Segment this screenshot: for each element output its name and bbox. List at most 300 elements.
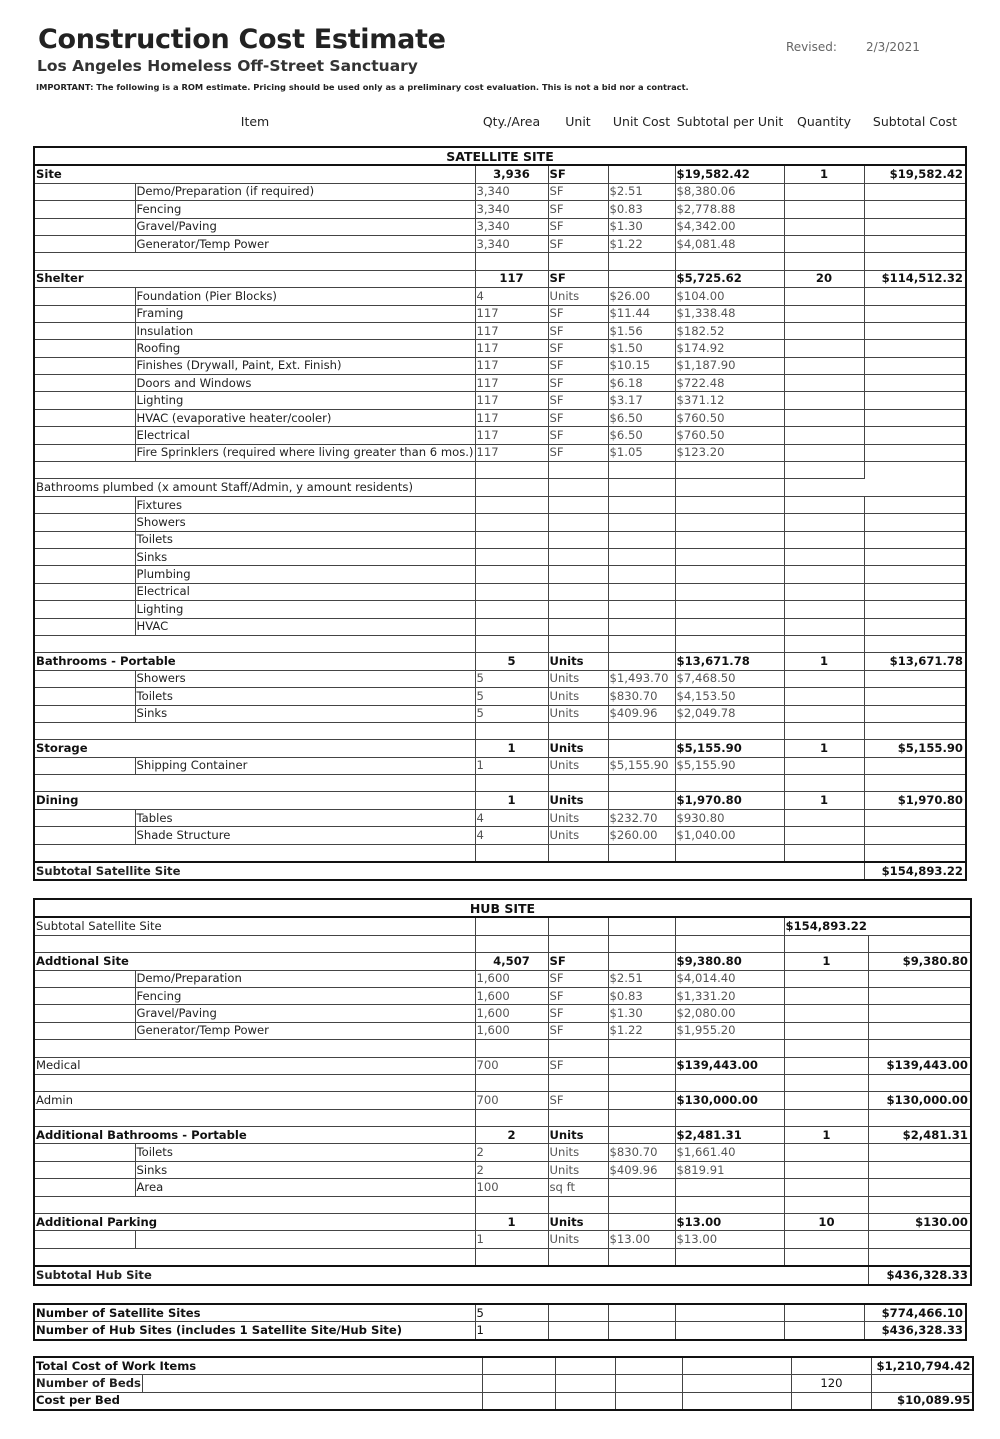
indent-cell	[34, 375, 135, 392]
qty-cell: 4	[475, 827, 548, 844]
subtotal-per-unit-cell: $139,443.00	[675, 1057, 784, 1074]
item-name: Showers	[135, 670, 475, 687]
summary-label: Number of Beds	[34, 1375, 142, 1392]
empty-cell	[791, 1357, 871, 1375]
empty-cell	[675, 462, 784, 479]
quantity-cell: 1	[784, 1127, 869, 1144]
qty-cell: 1,600	[475, 970, 548, 987]
group-name: Site	[34, 165, 475, 183]
line-item-row	[34, 548, 966, 565]
empty-cell	[475, 635, 548, 652]
unit-cell: Units	[548, 653, 608, 670]
quantity-cell	[784, 288, 864, 305]
unit-cell: SF	[548, 322, 608, 339]
item-name: Fencing	[135, 201, 475, 218]
label-row	[34, 917, 971, 935]
item-name: Finishes (Drywall, Paint, Ext. Finish)	[135, 357, 475, 374]
empty-cell	[608, 1040, 675, 1057]
line-item-row	[34, 409, 966, 426]
empty-cell	[784, 1304, 864, 1322]
subtotal-per-unit-cell: $13.00	[675, 1214, 784, 1231]
group-name: Addtional Site	[34, 953, 475, 970]
item-name: Shipping Container	[135, 757, 475, 774]
unit-cell: SF	[548, 270, 608, 287]
unit-cost-cell: $1.05	[608, 444, 675, 461]
empty-cell	[869, 935, 971, 952]
subtotal-per-unit-cell: $1,970.80	[675, 792, 784, 809]
unit-cell: Units	[548, 1144, 608, 1161]
empty-cell	[475, 1109, 548, 1126]
subtotal-per-unit-cell: $2,080.00	[675, 1005, 784, 1022]
item-name: Demo/Preparation	[135, 970, 475, 987]
quantity-cell: 1	[784, 740, 864, 757]
empty-cell	[34, 844, 475, 862]
unit-cell: SF	[548, 427, 608, 444]
empty-cell	[675, 1074, 784, 1091]
quantity-cell	[784, 618, 864, 635]
empty-cell	[34, 253, 475, 270]
empty-cell	[548, 1074, 608, 1091]
unit-cell: Units	[548, 757, 608, 774]
unit-cell: Units	[548, 809, 608, 826]
qty-cell: 5	[475, 653, 548, 670]
empty-cell	[142, 1375, 482, 1392]
unit-cell: SF	[548, 987, 608, 1004]
quantity-cell	[784, 1022, 869, 1039]
site-count-label: Number of Satellite Sites	[34, 1304, 475, 1322]
empty-cell	[682, 1357, 791, 1375]
subtotal-per-unit-cell: $1,661.40	[675, 1144, 784, 1161]
qty-cell: 117	[475, 444, 548, 461]
empty-cell	[548, 917, 608, 935]
unit-cell	[548, 566, 608, 583]
subtotal-per-unit-cell	[675, 514, 784, 531]
unit-cost-cell: $13.00	[608, 1231, 675, 1248]
line-item-row	[34, 1144, 971, 1161]
item-name: Insulation	[135, 322, 475, 339]
qty-cell: 3,340	[475, 235, 548, 252]
unit-cost-cell: $409.96	[608, 1161, 675, 1178]
unit-cell: SF	[548, 970, 608, 987]
subtotal-cost-cell	[869, 1005, 971, 1022]
empty-cell	[869, 1248, 971, 1266]
subtotal-cost-cell	[864, 757, 966, 774]
line-item-row	[34, 1022, 971, 1039]
item-name: Demo/Preparation (if required)	[135, 183, 475, 200]
unit-cell	[548, 531, 608, 548]
item-name: Sinks	[135, 1161, 475, 1178]
empty-cell	[608, 635, 675, 652]
subtotal-per-unit-cell: $1,331.20	[675, 987, 784, 1004]
subtotal-per-unit-cell	[675, 583, 784, 600]
item-name: Area	[135, 1179, 475, 1196]
empty-cell	[675, 1248, 784, 1266]
unit-cost-cell: $260.00	[608, 827, 675, 844]
group-name: Additional Parking	[34, 1214, 475, 1231]
unit-cost-cell	[608, 601, 675, 618]
empty-cell	[784, 722, 864, 739]
subtotal-per-unit-cell: $760.50	[675, 427, 784, 444]
unit-cell: Units	[548, 827, 608, 844]
subtotal-per-unit-cell: $1,338.48	[675, 305, 784, 322]
spacer-row	[34, 253, 966, 270]
line-item-row	[34, 970, 971, 987]
group-row	[34, 653, 966, 670]
empty-cell	[608, 1196, 675, 1213]
subtotal-value: $436,328.33	[869, 1266, 971, 1284]
site-count-total: $436,328.33	[864, 1322, 966, 1340]
subtotal-per-unit-cell: $2,481.31	[675, 1127, 784, 1144]
qty-cell: 1,600	[475, 1022, 548, 1039]
empty-cell	[555, 1392, 615, 1410]
summary-table	[33, 1356, 974, 1411]
item-name: Electrical	[135, 427, 475, 444]
item-name: Showers	[135, 514, 475, 531]
empty-cell	[548, 775, 608, 792]
unit-cell	[548, 601, 608, 618]
indent-cell	[34, 583, 135, 600]
indent-cell	[34, 970, 135, 987]
subtotal-cost-cell	[864, 548, 966, 565]
line-item-row	[34, 1179, 971, 1196]
item-name: Electrical	[135, 583, 475, 600]
indent-cell	[34, 514, 135, 531]
item-name: Sinks	[135, 705, 475, 722]
qty-cell: 5	[475, 705, 548, 722]
empty-cell	[864, 844, 966, 862]
unit-cell: SF	[548, 444, 608, 461]
qty-cell	[475, 514, 548, 531]
qty-cell	[475, 548, 548, 565]
qty-cell	[475, 618, 548, 635]
empty-cell	[608, 462, 675, 479]
line-item-row	[34, 427, 966, 444]
line-item-row	[34, 322, 966, 339]
item-name: Generator/Temp Power	[135, 1022, 475, 1039]
subtotal-cost-cell	[864, 201, 966, 218]
unit-cell: Units	[548, 288, 608, 305]
indent-cell	[34, 705, 135, 722]
qty-cell	[475, 496, 548, 513]
subtotal-per-unit-cell: $4,342.00	[675, 218, 784, 235]
line-item-row	[34, 235, 966, 252]
line-item-row	[34, 566, 966, 583]
group-name: Storage	[34, 740, 475, 757]
empty-cell	[482, 1357, 555, 1375]
line-item-row	[34, 1161, 971, 1178]
empty-cell	[475, 253, 548, 270]
unit-cell: SF	[548, 218, 608, 235]
empty-cell	[675, 1196, 784, 1213]
unit-cost-cell	[608, 583, 675, 600]
subtotal-cost-cell	[864, 670, 966, 687]
empty-cell	[34, 1074, 475, 1091]
spacer-row	[34, 1109, 971, 1126]
site-count-table	[33, 1303, 967, 1341]
spacer-row	[34, 1196, 971, 1213]
subtotal-label: Subtotal Hub Site	[34, 1266, 869, 1284]
unit-cost-cell	[608, 792, 675, 809]
qty-cell: 3,340	[475, 201, 548, 218]
col-quantity: Quantity	[796, 114, 852, 129]
spacer-row	[34, 1040, 971, 1057]
unit-cost-cell	[608, 618, 675, 635]
empty-cell	[548, 1109, 608, 1126]
quantity-cell	[784, 601, 864, 618]
subtotal-per-unit-cell	[675, 548, 784, 565]
subtotal-cost-cell	[864, 322, 966, 339]
unit-cell: SF	[548, 392, 608, 409]
quantity-cell	[784, 987, 869, 1004]
subtotal-cost-cell	[864, 705, 966, 722]
empty-cell	[475, 935, 548, 952]
unit-cost-cell: $0.83	[608, 201, 675, 218]
empty-cell	[869, 1074, 971, 1091]
subtotal-per-unit-cell: $104.00	[675, 288, 784, 305]
group-row	[34, 1057, 971, 1074]
unit-cell: SF	[548, 183, 608, 200]
quantity-cell	[784, 970, 869, 987]
quantity-cell	[784, 531, 864, 548]
spacer-row	[34, 635, 966, 652]
qty-cell	[475, 531, 548, 548]
empty-cell	[864, 775, 966, 792]
summary-row	[34, 1392, 973, 1410]
col-subtotal-cost: Subtotal Cost	[872, 114, 958, 129]
indent-cell	[34, 618, 135, 635]
subtotal-cost-cell	[864, 496, 966, 513]
spacer-row	[34, 935, 971, 952]
subtotal-cost-cell: $1,970.80	[864, 792, 966, 809]
subtotal-cost-cell	[869, 1144, 971, 1161]
subtotal-cost-cell	[864, 444, 966, 461]
group-name: Bathrooms - Portable	[34, 653, 475, 670]
item-name: Shade Structure	[135, 827, 475, 844]
unit-cell: SF	[548, 201, 608, 218]
unit-cell: SF	[548, 235, 608, 252]
unit-cost-cell	[608, 1214, 675, 1231]
qty-cell: 1,600	[475, 1005, 548, 1022]
unit-cost-cell	[608, 548, 675, 565]
empty-cell	[864, 635, 966, 652]
quantity-cell	[784, 392, 864, 409]
empty-cell	[675, 917, 784, 935]
unit-cell: SF	[548, 357, 608, 374]
unit-cost-cell	[608, 165, 675, 183]
empty-cell	[682, 1392, 791, 1410]
unit-cost-cell: $830.70	[608, 1144, 675, 1161]
unit-cost-cell	[608, 1057, 675, 1074]
unit-cell: SF	[548, 340, 608, 357]
empty-cell	[784, 1248, 869, 1266]
subtotal-cost-cell	[864, 183, 966, 200]
indent-cell	[34, 1005, 135, 1022]
qty-cell: 1	[475, 740, 548, 757]
quantity-cell	[784, 322, 864, 339]
qty-cell: 3,936	[475, 165, 548, 183]
subtotal-cost-cell	[864, 305, 966, 322]
unit-cost-cell: $1.22	[608, 235, 675, 252]
qty-cell: 117	[475, 340, 548, 357]
subtotal-per-unit-cell: $19,582.42	[675, 165, 784, 183]
subtotal-per-unit-cell: $4,081.48	[675, 235, 784, 252]
unit-cost-cell: $1.50	[608, 340, 675, 357]
qty-cell: 117	[475, 270, 548, 287]
indent-cell	[34, 340, 135, 357]
subtotal-value: $154,893.22	[864, 862, 966, 880]
subtotal-per-unit-cell: $1,955.20	[675, 1022, 784, 1039]
group-row	[34, 270, 966, 287]
empty-cell	[784, 1322, 864, 1340]
qty-cell: 1	[475, 1214, 548, 1231]
unit-cost-cell	[608, 514, 675, 531]
line-item-row	[34, 183, 966, 200]
subtotal-per-unit-cell	[675, 1179, 784, 1196]
qty-cell: 700	[475, 1057, 548, 1074]
item-name: Fire Sprinklers (required where living greater than 6 mos.)	[135, 444, 475, 461]
indent-cell	[34, 531, 135, 548]
qty-cell: 4	[475, 288, 548, 305]
col-unit-cost: Unit Cost	[612, 114, 671, 129]
subtotal-cost-cell	[864, 583, 966, 600]
item-name: Generator/Temp Power	[135, 235, 475, 252]
subtotal-cost-cell: $154,893.22	[784, 917, 869, 935]
unit-cost-cell: $6.50	[608, 427, 675, 444]
quantity-cell	[784, 201, 864, 218]
qty-cell: 117	[475, 375, 548, 392]
subtotal-per-unit-cell	[675, 531, 784, 548]
empty-cell	[475, 775, 548, 792]
qty-cell: 117	[475, 322, 548, 339]
spacer-row	[34, 775, 966, 792]
group-name: Additional Bathrooms - Portable	[34, 1127, 475, 1144]
page-subtitle: Los Angeles Homeless Off-Street Sanctuary	[37, 57, 418, 75]
empty-cell	[784, 1109, 869, 1126]
section-title: SATELLITE SITE	[34, 147, 966, 165]
subtotal-cost-cell	[869, 1022, 971, 1039]
spacer-row	[34, 1248, 971, 1266]
empty-cell	[548, 1196, 608, 1213]
quantity-cell: 1	[784, 653, 864, 670]
indent-cell	[34, 601, 135, 618]
col-item: Item	[240, 114, 270, 129]
empty-cell	[548, 1322, 608, 1340]
qty-cell: 117	[475, 409, 548, 426]
unit-cell	[548, 548, 608, 565]
qty-cell: 1,600	[475, 987, 548, 1004]
unit-cost-cell: $232.70	[608, 809, 675, 826]
unit-cost-cell	[608, 1092, 675, 1109]
item-name: Doors and Windows	[135, 375, 475, 392]
quantity-cell	[784, 809, 864, 826]
indent-cell	[34, 392, 135, 409]
unit-cost-cell	[608, 953, 675, 970]
item-name: Framing	[135, 305, 475, 322]
subtotal-per-unit-cell: $8,380.06	[675, 183, 784, 200]
empty-cell	[555, 1357, 615, 1375]
empty-cell	[548, 844, 608, 862]
subtotal-cost-cell	[864, 427, 966, 444]
indent-cell	[34, 688, 135, 705]
subtotal-cost-cell	[864, 827, 966, 844]
section-title: HUB SITE	[34, 899, 971, 917]
line-item-row	[34, 531, 966, 548]
subtotal-cost-cell	[864, 340, 966, 357]
empty-cell	[675, 1109, 784, 1126]
qty-cell: 5	[475, 670, 548, 687]
quantity-cell	[784, 1057, 869, 1074]
subtotal-per-unit-cell: $371.12	[675, 392, 784, 409]
quantity-cell	[784, 357, 864, 374]
empty-cell	[548, 935, 608, 952]
empty-cell	[34, 462, 475, 479]
hub-site-table	[33, 898, 972, 1286]
empty-cell	[608, 722, 675, 739]
item-name: Gravel/Paving	[135, 1005, 475, 1022]
summary-row	[34, 1375, 973, 1392]
unit-cost-cell: $1.30	[608, 218, 675, 235]
unit-cell: Units	[548, 670, 608, 687]
subtotal-cost-cell	[869, 1231, 971, 1248]
indent-cell	[34, 1161, 135, 1178]
empty-cell	[482, 1392, 555, 1410]
empty-cell	[475, 1074, 548, 1091]
subtotal-per-unit-cell: $130,000.00	[675, 1092, 784, 1109]
empty-cell	[675, 844, 784, 862]
indent-cell	[34, 218, 135, 235]
unit-cost-cell: $1.30	[608, 1005, 675, 1022]
subtotal-cost-cell	[864, 809, 966, 826]
quantity-cell	[784, 305, 864, 322]
quantity-cell	[784, 218, 864, 235]
indent-cell	[34, 1179, 135, 1196]
indent-cell	[34, 409, 135, 426]
unit-cell: sq ft	[548, 1179, 608, 1196]
subtotal-cost-cell	[864, 566, 966, 583]
quantity-cell	[784, 444, 864, 461]
summary-label: Cost per Bed	[34, 1392, 482, 1410]
subtotal-cost-cell	[864, 235, 966, 252]
unit-cost-cell: $1.56	[608, 322, 675, 339]
indent-cell	[34, 444, 135, 461]
empty-cell	[608, 1304, 675, 1322]
group-row	[34, 165, 966, 183]
item-name: Tables	[135, 809, 475, 826]
unit-cell: Units	[548, 705, 608, 722]
qty-cell: 1	[475, 1231, 548, 1248]
indent-cell	[34, 757, 135, 774]
item-name: Lighting	[135, 392, 475, 409]
qty-cell: 3,340	[475, 218, 548, 235]
qty-cell: 2	[475, 1161, 548, 1178]
subtotal-per-unit-cell: $819.91	[675, 1161, 784, 1178]
empty-cell	[864, 722, 966, 739]
item-name	[135, 1231, 475, 1248]
important-note: IMPORTANT: The following is a ROM estimate. Pricing should be used only as a preliminary cost evaluation. This is not a bid nor a contract.	[36, 82, 689, 92]
qty-cell: 4	[475, 809, 548, 826]
qty-cell: 4,507	[475, 953, 548, 970]
site-count-qty: 1	[475, 1322, 548, 1340]
subtotal-per-unit-cell: $5,155.90	[675, 740, 784, 757]
group-row	[34, 792, 966, 809]
subtotal-per-unit-cell	[675, 566, 784, 583]
empty-cell	[34, 722, 475, 739]
item-name: HVAC (evaporative heater/cooler)	[135, 409, 475, 426]
quantity-cell	[784, 1161, 869, 1178]
empty-cell	[784, 1074, 869, 1091]
empty-cell	[34, 1248, 475, 1266]
subtotal-cost-cell: $114,512.32	[864, 270, 966, 287]
